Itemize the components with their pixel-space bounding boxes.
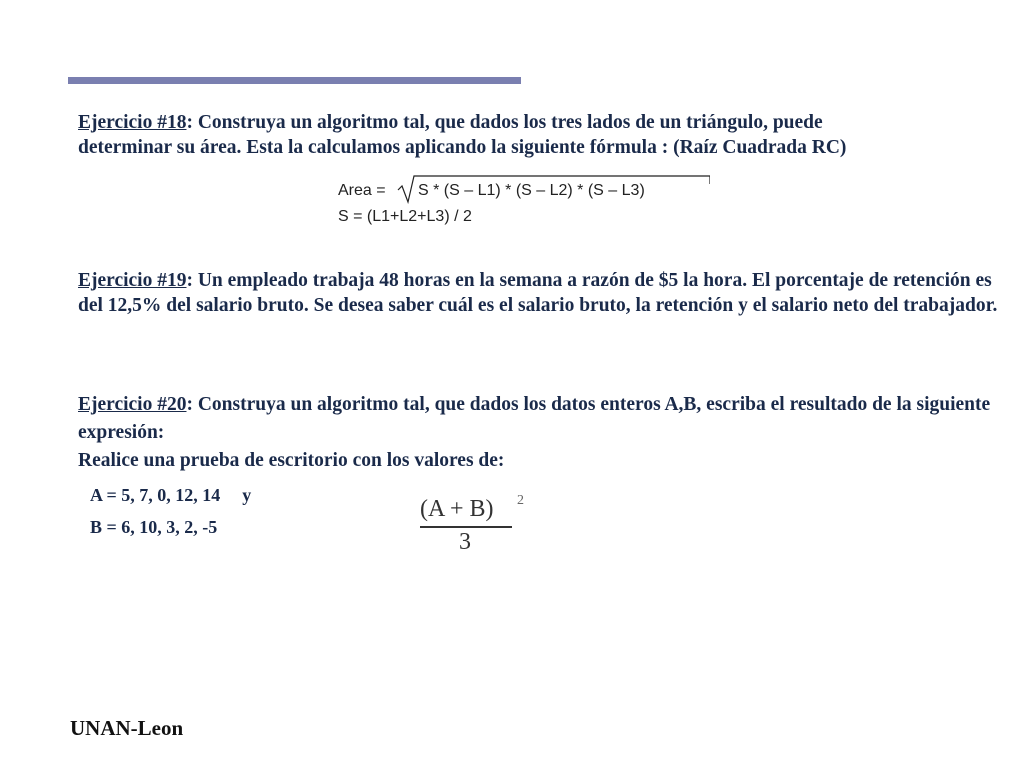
expression-fraction <box>420 493 540 560</box>
exercise-19-paragraph <box>78 268 998 318</box>
exercise-18-text-line1: : Construya un algoritmo tal, que dados los tres lados de un triángulo, puede <box>186 112 823 133</box>
expression-denominator: 3 <box>459 529 471 555</box>
title-accent-bar <box>68 77 521 84</box>
exercise-18-text-line2: determinar su área. Esta la calculamos aplicando la siguiente fórmula : (Raíz Cuadrada RC) <box>78 137 847 158</box>
expression-exponent: 2 <box>517 493 524 508</box>
values-connector: y <box>242 485 252 505</box>
area-radicand: S * (S – L1) * (S – L2) * (S – L3) <box>418 182 645 199</box>
values-a-line <box>90 485 251 506</box>
expression-numerator: (A + B) <box>420 496 494 522</box>
exercise-18-heading: Ejercicio #18 <box>78 112 187 133</box>
values-b-line <box>90 517 217 538</box>
area-label: Area = <box>338 182 386 199</box>
exercise-20-instruction: Realice una prueba de escritorio con los valores de: <box>78 450 505 471</box>
values-b: B = 6, 10, 3, 2, -5 <box>90 517 218 537</box>
exercise-18-paragraph <box>78 110 998 158</box>
semiperimeter-definition: S = (L1+L2+L3) / 2 <box>338 208 472 225</box>
exercise-19-text: : Un empleado trabaja 48 horas en la semana a razón de $5 la hora. El porcentaje de retención es del 12,5% del salario bruto. Se desea saber cuál es el salario bruto, la retención y el salario neto del trabajador. <box>78 270 998 316</box>
exercise-20-paragraph <box>78 391 998 475</box>
fraction-bar <box>420 526 512 528</box>
exercise-20-text: : Construya un algoritmo tal, que dados los datos enteros A,B, escriba el resultado de la siguiente expresión: <box>78 394 991 443</box>
values-a: A = 5, 7, 0, 12, 14 <box>90 485 221 505</box>
exercise-20-heading: Ejercicio #20 <box>78 394 187 415</box>
footer-institution: UNAN-Leon <box>70 716 184 740</box>
exercise-19-heading: Ejercicio #19 <box>78 270 187 291</box>
area-formula <box>338 174 710 230</box>
